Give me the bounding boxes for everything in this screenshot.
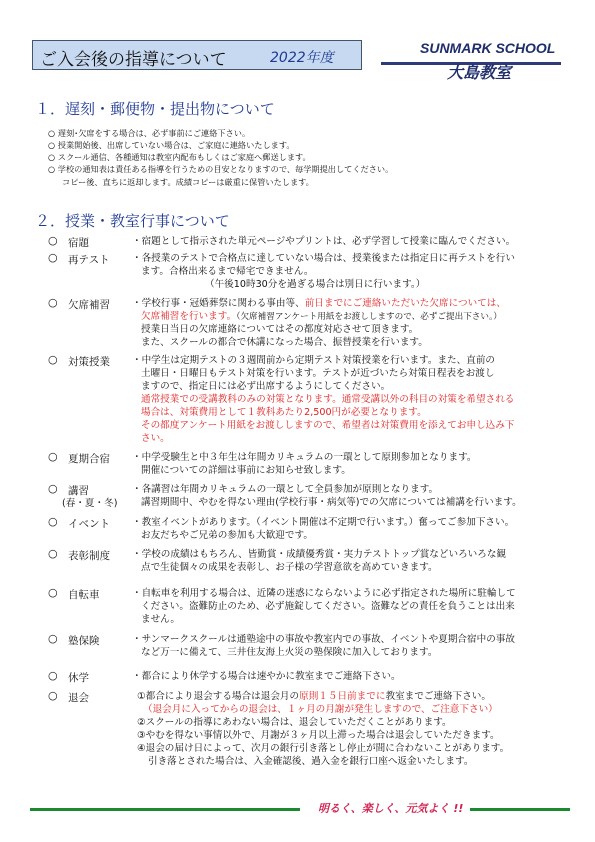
row-text: ・都合により休学する場合は速やかに教室までご連絡下さい。 — [132, 671, 401, 682]
list-item: ○ スクール通信、各種通知は教室内配布もしくはご家庭へ郵送します。 — [48, 152, 311, 162]
list-item-continuation: コピー後、直ちに返却します。成績コピーは厳重に保管いたします。 — [62, 177, 314, 187]
row-text: 点で生徒個々の成果を表彰し、お子様の学習意欲を高めていきます。 — [141, 562, 438, 573]
row-text: ・教室イベントがあります。（イベント開催は不定期で行います。）奮ってご参加下さい。 — [132, 517, 515, 528]
row-text: ・宿題として指示された単元ページやプリントは、必ず学習して授業に臨んでください。 — [132, 236, 516, 247]
section1-title: １．遅刻・郵便物・提出物について — [35, 100, 275, 118]
row-text: 授業日当日の欠席連絡についてはその都度対応させて頂きます。 — [141, 324, 419, 335]
row-text: （午後10時30分を過ぎる場合は別日に行います。） — [205, 279, 426, 290]
row-text: ください。盗難防止のため、必ず施錠してください。盗難などの責任を負うことは出来 — [141, 601, 515, 612]
circle-bullet-icon: ○ — [48, 669, 58, 682]
row-text: また、スクールの都合で休講になった場合、振替授業を行います。 — [141, 337, 428, 348]
row-label-test-prep: 対策授業 — [68, 356, 110, 368]
row-text: ③やむを得ない事情以外で、月謝が３ヶ月以上滞った場合は退会していただきます。 — [137, 730, 500, 741]
row-text: ・自転車を利用する場合は、近隣の迷惑にならないように必ず指定された場所に駐輪して — [132, 588, 516, 599]
circle-bullet-icon: ○ — [48, 482, 58, 495]
row-text-notice: 通常授業での受講教科のみの対策となります。通常受講以外の科目の対策を希望される — [141, 394, 515, 405]
circle-bullet-icon: ○ — [48, 632, 58, 645]
row-text: ます。合格出来るまで帰宅できません。 — [141, 266, 314, 277]
row-label-leave: 休学 — [68, 672, 89, 684]
circle-bullet-icon: ○ — [48, 515, 58, 528]
row-text: など万一に備えて、三井住友海上火災の塾保険に加入しております。 — [141, 647, 438, 658]
footer-slogan: 明るく、楽しく、元気よく !! — [318, 802, 464, 815]
circle-bullet-icon: ○ — [48, 296, 58, 309]
page-year: 2022年度 — [270, 50, 334, 66]
classroom-name: 大島教室 — [447, 63, 512, 82]
row-text: 開催についての詳細は事前にお知らせ致します。 — [141, 465, 351, 476]
circle-bullet-icon: ○ — [48, 450, 58, 463]
row-text: ・各講習は年間カリキュラムの一環として全員参加が原則となります。 — [132, 484, 439, 495]
row-text: 欠席補習を行います。（欠席補習アンケート用紙をお渡ししますので、必ずご提出下さい。） — [141, 311, 502, 322]
row-text: ません。 — [141, 614, 180, 625]
row-label-withdrawal: 退会 — [68, 692, 89, 704]
circle-bullet-icon: ○ — [48, 586, 58, 599]
row-text: 講習期間中、やむを得ない理由(学校行事・病気等)での欠席については補講を行います。 — [141, 497, 522, 508]
page-title: ご入会後の指導について — [40, 50, 227, 70]
circle-bullet-icon: ○ — [48, 689, 58, 702]
circle-bullet-icon: ○ — [48, 234, 58, 247]
row-text-notice: （退会月に入ってからの退会は、１ヶ月の月謝が発生しますので、ご注意下さい） — [143, 704, 498, 715]
row-text: ②スクールの指導にあわない場合は、退会していただくことがあります。 — [137, 717, 452, 728]
row-text: ④退会の届け日によって、次月の銀行引き落とし停止が間に合わないことがあります。 — [137, 743, 510, 754]
row-text: ・学校行事・冠婚葬祭に関わる事由等、前日までにご連絡いただいた欠席については、 — [132, 298, 506, 309]
row-text: ・学校の成績はもちろん、皆勤賞・成績優秀賞・実力テストトップ賞などいろいろな観 — [132, 549, 507, 560]
list-item: ○ 授業開始後、出席していない場合は、ご家庭に連絡いたします。 — [48, 140, 295, 150]
row-text-notice: さい。 — [141, 433, 170, 444]
row-text: お友だちやご兄弟の参加も大歓迎です。 — [141, 530, 313, 541]
list-item: ○ 学校の通知表は責任ある指導を行うための目安となりますので、毎学期提出してください。 — [48, 164, 394, 174]
row-text-notice: その都度アンケート用紙をお渡ししますので、希望者は対策費用を添えてお申し込み下 — [141, 420, 515, 431]
row-label-insurance: 塾保険 — [68, 635, 100, 647]
row-label-homework: 宿題 — [68, 237, 89, 249]
circle-bullet-icon: ○ — [48, 251, 58, 264]
row-text: ・中学受験生と中３年生は年間カリキュラムの一環として原則参加となります。 — [132, 452, 477, 463]
row-label-seasonal-course: 講習 — [68, 485, 89, 497]
row-label-seasons: (春・夏・冬) — [62, 498, 118, 509]
row-text: ・中学生は定期テストの３週間前から定期テスト対策授業を行います。また、直前の — [132, 355, 496, 366]
row-text: ・各授業のテストで合格点に達していない場合は、授業後または指定日に再テストを行い — [132, 253, 515, 264]
row-label-summer-camp: 夏期合宿 — [68, 453, 110, 465]
row-text: 引き落とされた場合は、入金確認後、過入金を銀行口座へ返金いたします。 — [148, 756, 474, 767]
circle-bullet-icon: ○ — [48, 152, 58, 162]
circle-bullet-icon: ○ — [48, 164, 58, 174]
circle-bullet-icon: ○ — [48, 547, 58, 560]
row-label-makeup: 欠席補習 — [68, 299, 110, 311]
row-label-bicycle: 自転車 — [68, 589, 100, 601]
circle-bullet-icon: ○ — [48, 353, 58, 366]
circle-bullet-icon: ○ — [48, 128, 58, 138]
footer-divider-left — [30, 808, 300, 811]
section2-title: ２．授業・教室行事について — [35, 212, 230, 230]
row-text: ・サンマークスクールは通塾途中の事故や教室内での事故、イベントや夏期合宿中の事故 — [132, 634, 515, 645]
list-item: ○ 遅刻･欠席をする場合は、必ず事前にご連絡下さい。 — [48, 128, 251, 138]
row-label-awards: 表彰制度 — [68, 550, 110, 562]
row-label-event: イベント — [68, 518, 110, 530]
row-text: ①都合により退会する場合は退会月の原則１５日前までに教室までご連絡下さい。 — [137, 691, 491, 702]
row-label-retest: 再テスト — [68, 254, 110, 266]
brand-name: SUNMARK SCHOOL — [420, 40, 556, 56]
row-text-notice: 場合は、対策費用として１教科あたり2,500円が必要となります。 — [141, 407, 427, 418]
footer-divider-right — [470, 808, 570, 811]
circle-bullet-icon: ○ — [48, 140, 58, 150]
row-text: ますので、指定日には必ず出席するようにしてください。 — [141, 381, 391, 392]
row-text: 土曜日・日曜日もテスト対策を行います。テストが近づいたら対策日程表をお渡し — [141, 368, 495, 379]
